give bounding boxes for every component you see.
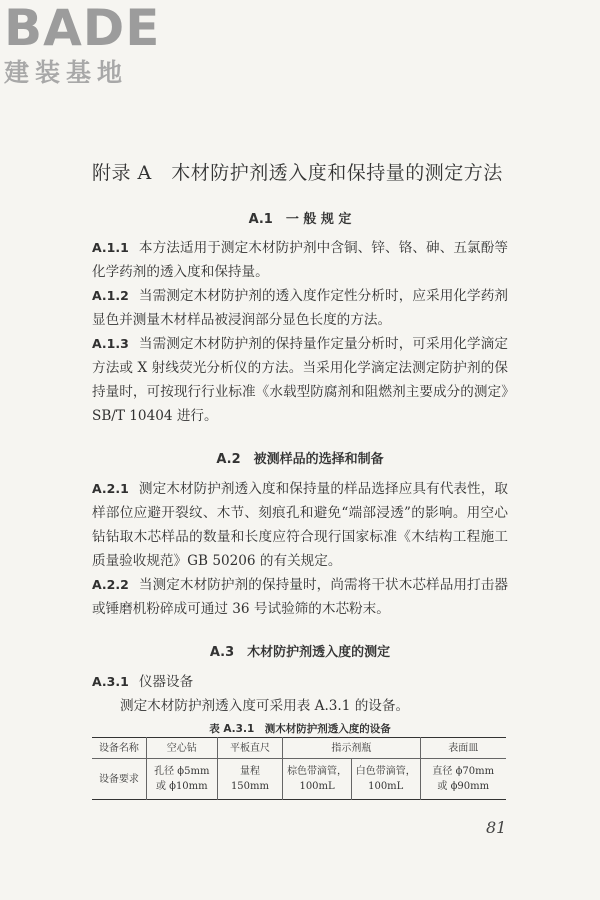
table-row [92,759,506,800]
cell-line: 孔径 ϕ5mm [154,766,210,777]
cell-line: 或 ϕ90mm [437,781,490,792]
clause-number: A.1.3 [92,336,129,351]
clause-a2-1 [92,477,508,573]
logo-wordmark: BADE [4,0,161,57]
clause-text: 当需测定木材防护剂的透入度作定性分析时，应采用化学药剂显色并测量木材样品被浸润部分显色长度的方法。 [92,288,508,328]
clause-a3-1-body: 测定木材防护剂透入度可采用表 A.3.1 的设备。 [120,698,410,714]
bade-logo [4,2,160,88]
header-cell: 空心钻 [146,738,217,759]
clause-number: A.3.1 [92,674,129,689]
header-cell: 设备名称 [92,738,146,759]
table-cell [420,759,506,800]
section-heading-a2: A.2 被测样品的选择和制备 [216,452,384,467]
clause-number: A.1.1 [92,240,129,255]
page-number: 81 [486,818,507,837]
header-cell: 表面皿 [420,738,506,759]
cell-line: 直径 ϕ70mm [432,766,495,777]
logo-subtitle: 建装基地 [4,58,129,87]
cell-line: 100mL [368,781,404,792]
cell-line: 白色带滴管， [355,766,416,777]
clause-a1-2 [92,284,508,332]
clause-text: 当需测定木材防护剂的保持量作定量分析时，可采用化学滴定方法或 X 射线荧光分析仪的方法。当采用化学滴定法测定防护剂的保持量时，可按现行行业标准《水载型防腐剂和阻燃剂主要成分的测定》SB/T 10404 进行。 [92,336,508,424]
table-cell [351,759,420,800]
clause-number: A.2.1 [92,481,129,496]
table-cell [283,759,352,800]
clause-a1-3 [92,332,508,428]
clause-a2-2 [92,573,508,621]
table-header-row [92,738,506,759]
row-label: 设备要求 [92,759,146,800]
clause-text: 测定木材防护剂透入度和保持量的样品选择应具有代表性，取样部位应避开裂纹、木节、刻痕孔和避免“端部浸透”的影响。用空心钻钻取木芯样品的数量和长度应符合现行国家标准《木结构工程施工质量验收规范》GB 50206 的有关规定。 [92,481,508,569]
clause-text: 本方法适用于测定木材防护剂中含铜、锌、铬、砷、五氯酚等化学药剂的透入度和保持量。 [92,240,508,280]
cell-line: 棕色带滴管， [287,766,348,777]
clause-number: A.1.2 [92,288,129,303]
section-heading-a1: A.1 一 般 规 定 [248,212,352,227]
table-cell: 量程 150mm [217,759,283,800]
table-cell [146,759,217,800]
page-title: 附录 A 木材防护剂透入度和保持量的测定方法 [92,162,503,184]
clause-text: 仪器设备 [138,674,194,690]
clause-text: 当测定木材防护剂的保持量时，尚需将干状木芯样品用打击器或锤磨机粉碎成可通过 36 号试验筛的木芯粉末。 [92,577,508,617]
clause-a3-1 [92,670,508,694]
clause-a1-1 [92,236,508,284]
table-title: 表 A.3.1 测木材防护剂透入度的设备 [209,723,391,735]
cell-line: 或 ϕ10mm [155,781,208,792]
cell-line: 100mL [299,781,335,792]
section-heading-a3: A.3 木材防护剂透入度的测定 [209,645,391,660]
clause-number: A.2.2 [92,577,129,592]
equipment-table [92,737,506,800]
header-cell: 平板直尺 [217,738,283,759]
header-cell: 指示剂瓶 [283,738,420,759]
